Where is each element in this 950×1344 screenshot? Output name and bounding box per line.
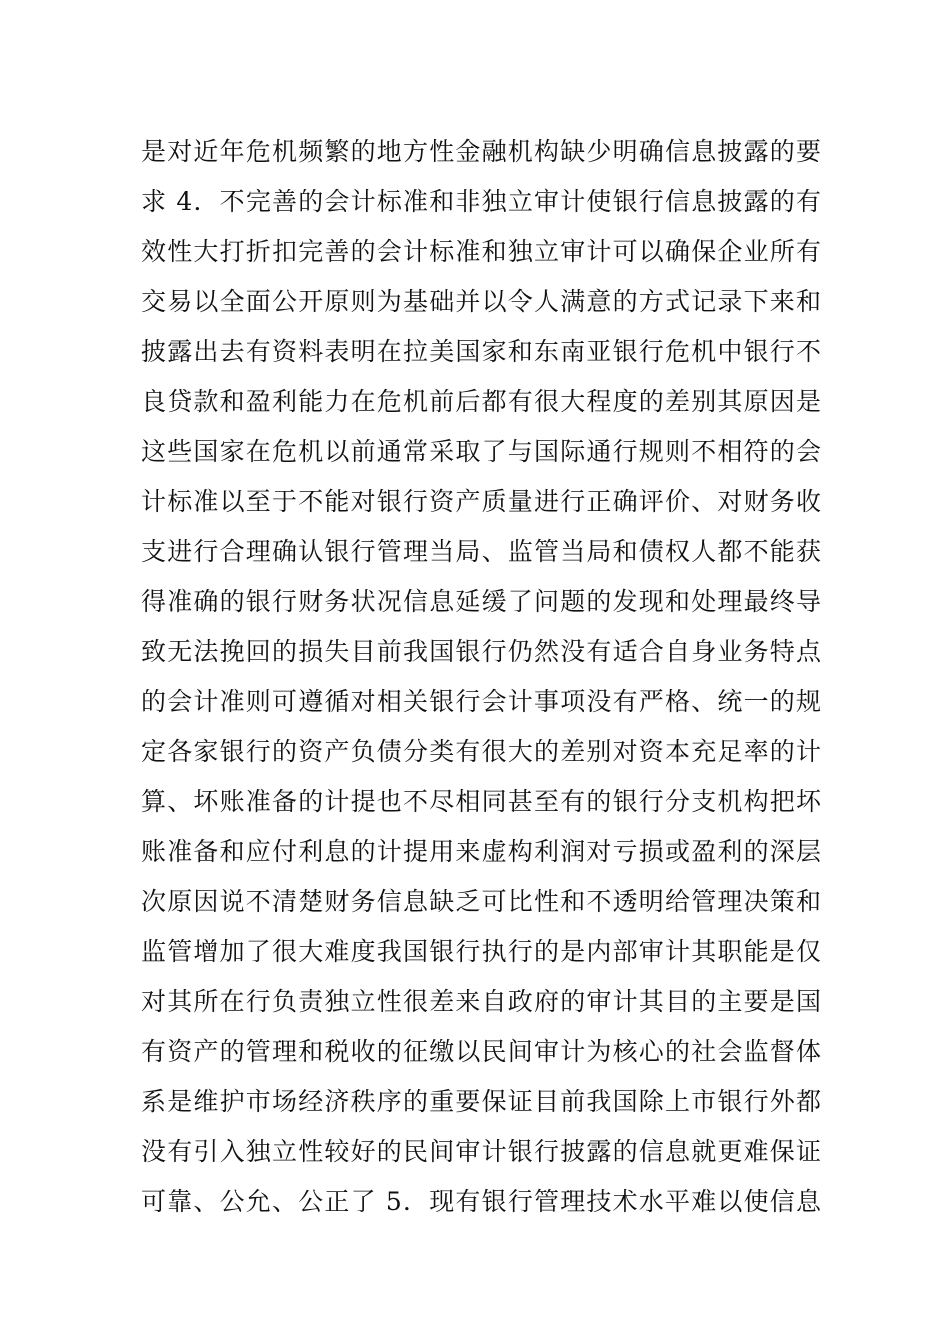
text-line-20: 系是维护市场经济秩序的重要保证目前我国除上市银行外都 — [141, 1087, 821, 1116]
text-line-7: 这些国家在危机以前通常采取了与国际通行规则不相符的会 — [141, 437, 821, 466]
text-line-14: 算、坏账准备的计提也不尽相同甚至有的银行分支机构把坏 — [141, 787, 821, 816]
text-line-12: 的会计准则可遵循对相关银行会计事项没有严格、统一的规 — [141, 687, 821, 716]
text-line-18: 对其所在行负责独立性很差来自政府的审计其目的主要是国 — [141, 987, 821, 1016]
text-line-19: 有资产的管理和税收的征缴以民间审计为核心的社会监督体 — [141, 1037, 821, 1066]
text-line-17: 监管增加了很大难度我国银行执行的是内部审计其职能是仅 — [141, 937, 821, 966]
text-line-21: 没有引入独立性较好的民间审计银行披露的信息就更难保证 — [141, 1137, 821, 1166]
text-line-2: 求 4．不完善的会计标准和非独立审计使银行信息披露的有 — [141, 187, 821, 216]
text-line-13: 定各家银行的资产负债分类有很大的差别对资本充足率的计 — [141, 737, 821, 766]
text-line-16: 次原因说不清楚财务信息缺乏可比性和不透明给管理决策和 — [141, 887, 821, 916]
text-line-6: 良贷款和盈利能力在危机前后都有很大程度的差别其原因是 — [141, 387, 821, 416]
text-line-10: 得准确的银行财务状况信息延缓了问题的发现和处理最终导 — [141, 587, 821, 616]
text-line-1: 是对近年危机频繁的地方性金融机构缺少明确信息披露的要 — [141, 137, 821, 166]
text-line-8: 计标准以至于不能对银行资产质量进行正确评价、对财务收 — [141, 487, 821, 516]
text-line-4: 交易以全面公开原则为基础并以令人满意的方式记录下来和 — [141, 287, 821, 316]
text-line-22: 可靠、公允、公正了 5．现有银行管理技术水平难以使信息 — [141, 1187, 821, 1216]
text-line-5: 披露出去有资料表明在拉美国家和东南亚银行危机中银行不 — [141, 337, 821, 366]
body-paragraph — [141, 127, 821, 1227]
text-line-15: 账准备和应付利息的计提用来虚构利润对亏损或盈利的深层 — [141, 837, 821, 866]
text-line-11: 致无法挽回的损失目前我国银行仍然没有适合自身业务特点 — [141, 637, 821, 666]
text-line-9: 支进行合理确认银行管理当局、监管当局和债权人都不能获 — [141, 537, 821, 566]
text-line-3: 效性大打折扣完善的会计标准和独立审计可以确保企业所有 — [141, 237, 821, 266]
